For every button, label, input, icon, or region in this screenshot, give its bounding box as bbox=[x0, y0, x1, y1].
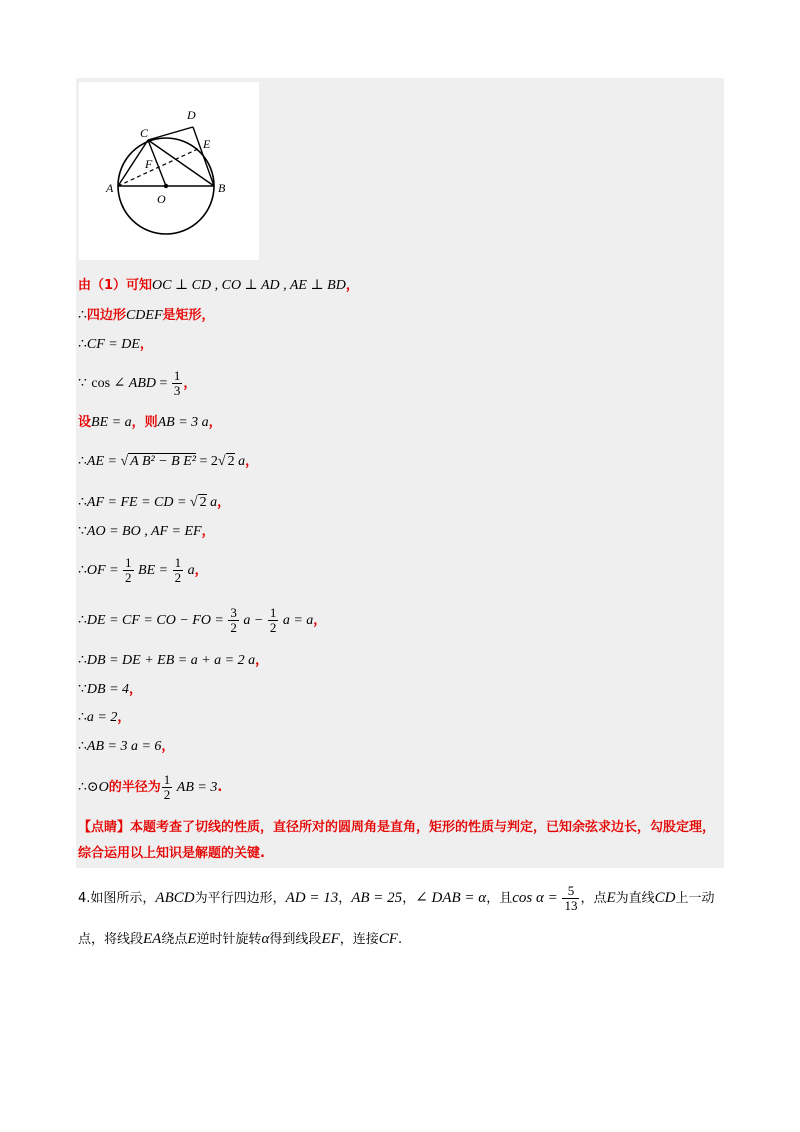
label-o: O bbox=[157, 192, 166, 206]
fraction-one-third: $\frac{1}{3}$ bbox=[173, 367, 181, 398]
label-a: A bbox=[106, 181, 114, 195]
fraction-half-4: $\frac{1}{2}$ bbox=[163, 771, 171, 802]
comment-note: 【点睛】本题考查了切线的性质，直径所对的圆周角是直角，矩形的性质与判定，已知余弦求边长，勾股定理，综合运用以上知识是解题的关键. bbox=[78, 820, 716, 861]
label-b: B bbox=[218, 181, 226, 195]
fraction-half-2: $\frac{1}{2}$ bbox=[174, 554, 182, 585]
step-6: ∴AE = √ A B² − B E² = 2√ 2 a， bbox=[78, 454, 259, 469]
step-3: ∴CF = DE， bbox=[78, 337, 153, 352]
step-1: 由（1）可知OC ⊥ CD , CO ⊥ AD , AE ⊥ BD， bbox=[78, 278, 359, 293]
step-4: ∵ cos ∠ ABD = $\frac{1}{3}$ ， bbox=[78, 367, 197, 398]
question-4: 4.如图所示，ABCD为平行四边形，AD = 13，AB = 25，∠ DAB = α，且cos α = $\frac{5}{13}$ ，点E为直线CD上一动点，将线段EA绕点E逆时针旋转α得到线段EF，连接CF. bbox=[78, 883, 715, 947]
segment-db bbox=[193, 127, 214, 186]
center-dot bbox=[164, 184, 168, 188]
step-14: ∴AB = 3 a = 6， bbox=[78, 739, 175, 754]
fraction-5-13: $\frac{5}{13}$ bbox=[564, 883, 578, 913]
step-11: ∴DB = DE + EB = a + a = 2 a， bbox=[78, 653, 269, 668]
fraction-half-3: $\frac{1}{2}$ bbox=[269, 604, 277, 635]
label-c: C bbox=[140, 126, 149, 140]
label-e: E bbox=[203, 137, 211, 151]
step-9: ∴OF = $\frac{1}{2}$ BE = $\frac{1}{2}$ a， bbox=[78, 554, 208, 585]
geometry-figure bbox=[79, 82, 259, 260]
circle-diagram bbox=[79, 82, 259, 260]
step-12: ∵DB = 4， bbox=[78, 682, 143, 697]
fraction-half-1: $\frac{1}{2}$ bbox=[125, 554, 132, 585]
step-10: ∴DE = CF = CO − FO = $\frac{3}{2}$ a − $\frac{1}{2}$ a = a， bbox=[78, 604, 327, 635]
step-5: 设BE = a，则AB = 3 a， bbox=[78, 415, 222, 430]
step-13: ∴a = 2， bbox=[78, 710, 131, 725]
label-d: D bbox=[187, 108, 196, 122]
step-15: ∴⊙O的半径为 $\frac{1}{2}$ AB = 3. bbox=[78, 771, 223, 802]
step-8: ∵AO = BO , AF = EF， bbox=[78, 524, 215, 539]
step-2: ∴四边形CDEF是矩形， bbox=[78, 308, 215, 323]
fraction-three-halves: $\frac{3}{2}$ bbox=[230, 604, 237, 635]
step-7: ∴AF = FE = CD = √ 2 a， bbox=[78, 495, 231, 510]
label-f: F bbox=[145, 157, 153, 171]
